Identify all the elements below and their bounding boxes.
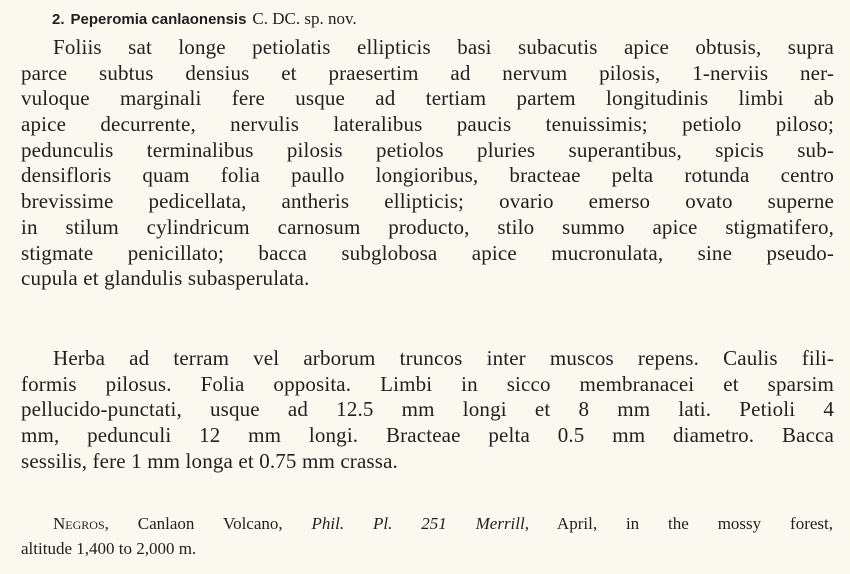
species-number: 2. [52,11,65,28]
text-line: pellucido-punctati, usque ad 12.5 mm longi et 8 mm lati. Petioli 4 [21,397,834,422]
text-line: Foliis sat longe petiolatis ellipticis basi subacutis apice obtusis, supra [53,35,834,59]
text-line: stigmate penicillato; bacca subglobosa apice mucronulata, sine pseudo- [21,240,834,265]
text-line: cupula et glandulis subasperulata. [21,266,310,291]
habit-description [21,346,834,474]
text-line: sessilis, fere 1 mm longa et 0.75 mm crassa. [21,448,398,473]
specimen-citation [21,511,833,561]
collection-number: Phil. Pl. 251 Merrill [311,514,525,533]
latin-description [21,35,834,292]
text-line: brevissime pedicellata, antheris ellipticis; ovario emerso ovato superne [21,189,834,214]
text-line: vuloque marginali fere usque ad tertiam partem longitudinis limbi ab [21,86,834,111]
locality: Negros [53,514,105,533]
text-line: pedunculis terminalibus pilosis petiolos pluries superantibus, spicis sub- [21,137,834,162]
text-line: densifloris quam folia paullo longioribus, bracteae pelta rotunda centro [21,163,834,188]
species-authority: C. DC. sp. nov. [252,9,357,28]
text-line: parce subtus densius et praesertim ad nervum pilosis, 1-nerviis ner- [21,60,834,85]
specimen-line [21,511,833,536]
text-line: formis pilosus. Folia opposita. Limbi in sicco membranacei et sparsim [21,371,834,396]
text-line: Herba ad terram vel arborum truncos inter muscos repens. Caulis fili- [53,346,834,370]
species-name: Peperomia canlaonensis [70,11,247,28]
collection-date-habitat: , April, in the mossy forest, [524,514,834,533]
species-heading [52,9,357,30]
text-line: mm, pedunculi 12 mm longi. Bracteae pelta 0.5 mm diametro. Bacca [21,423,834,448]
text-line: in stilum cylindricum carnosum producto, stilo summo apice stigmatifero, [21,214,834,239]
place: , Canlaon Volcano, [104,514,312,533]
altitude-line: altitude 1,400 to 2,000 m. [21,539,197,558]
text-line: apice decurrente, nervulis lateralibus paucis tenuissimis; petiolo piloso; [21,112,834,137]
